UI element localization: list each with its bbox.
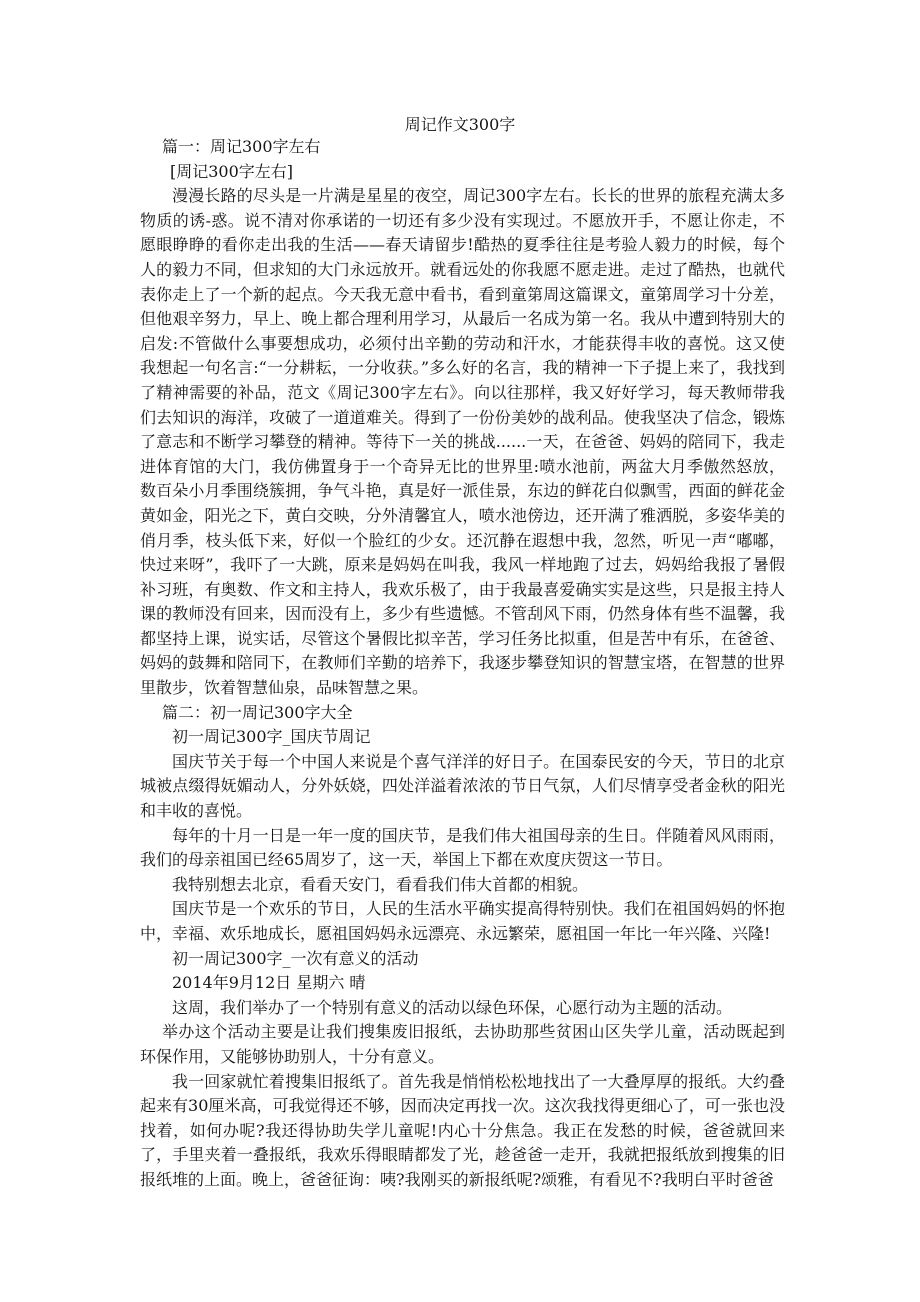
section2-paragraph-4: 国庆节是一个欢乐的节日，人民的生活水平确实提高得特别快。我们在祖国妈妈的怀抱中，幸福、欢乐地成长，愿祖国妈妈永远漂亮、永远繁荣，愿祖国一年比一年兴隆、兴隆! (140, 899, 785, 943)
section2-paragraph-1: 国庆节关于每一个中国人来说是个喜气洋洋的好日子。在国泰民安的今天，节日的北京城被点缀得妩媚动人，分外妖娆，四处洋溢着浓浓的节日气氛，人们尽情享受者金秋的阳光和丰收的喜悦。 (140, 751, 785, 821)
document-title: 周记作文300字 (404, 115, 516, 134)
section1-heading: 篇一：周记300字左右 (162, 137, 321, 156)
section2-paragraph-7: 我一回家就忙着搜集旧报纸了。首先我是悄悄松松地找出了一大叠厚厚的报纸。大约叠起来有30厘米高，可我觉得还不够，因而决定再找一次。这次我找得更细心了，可一张也没找着，如何办呢?我还得协助失学儿童呢!内心十分焦急。我正在发愁的时候，爸爸就回来了，手里夹着一叠报纸，我欢乐得眼睛都发了光，趁爸爸一走开，我就把报纸放到搜集的旧报纸堆的上面。晚上，爸爸征询：咦?我刚买的新报纸呢?颂雅，有看见不?我明白平时爸爸 (140, 1071, 785, 1189)
section2-heading: 篇二：初一周记300字大全 (162, 702, 353, 722)
section2-paragraph-2: 每年的十月一日是一年一度的国庆节，是我们伟大祖国母亲的生日。伴随着风风雨雨，我们的母亲祖国已经65周岁了，这一天，举国上下都在欢度庆贺这一节日。 (140, 825, 785, 870)
document-body (140, 135, 785, 1193)
section2-paragraph-5: 这周，我们举办了一个特别有意义的活动以绿色环保，心愿行动为主题的活动。 (172, 997, 733, 1017)
section2-paragraph-6: 举办这个活动主要是让我们搜集废旧报纸，去协助那些贫困山区失学儿童，活动既起到环保作用，又能够协助别人，十分有意义。 (140, 1022, 785, 1066)
section1-paragraph: 漫漫长路的尽头是一片满是星星的夜空，周记300字左右。长长的世界的旅程充满太多物质的诱-惑。说不清对你承诺的一切还有多少没有实现过。不愿放开手，不愿让你走，不愿眼睁睁的看你走出我的生活——春天请留步!酷热的夏季往往是考验人毅力的时候，每个人的毅力不同，但求知的大门永远放开。就看远处的你我愿不愿走进。走过了酷热，也就代表你走上了一个新的起点。今天我无意中看书，看到童第周这篇课文，童第周学习十分差，但他艰辛努力，早上、晚上都合理利用学习，从最后一名成为第一名。我从中遭到特别大的启发:不管做什么事要想成功，必须付出辛勤的劳动和汗水，才能获得丰收的喜悦。这又使我想起一句名言:“一分耕耘，一分收获。”多么好的名言，我的精神一下子提上来了，我找到了精神需要的补品，范文《周记300字左右》。向以往那样，我又好好学习，每天教师带我们去知识的海洋，攻破了一道道难关。得到了一份份美妙的战利品。使我坚决了信念，锻炼了意志和不断学习攀登的精神。等待下一关的挑战......一天，在爸爸、妈妈的陪同下，我走进体育馆的大门，我仿佛置身于一个奇异无比的世界里:喷水池前，两盆大月季傲然怒放，数百朵小月季围绕簇拥，争气斗艳，真是好一派佳景，东边的鲜花白似飘雪，西面的鲜花金黄如金，阳光之下，黄白交映，分外清馨宜人，喷水池傍边，还开满了雅洒脱，多姿华美的俏月季，枝头低下来，好似一个脸红的少女。还沉静在遐想中我，忽然，听见一声“嘟嘟，快过来呀”，我吓了一大跳，原来是妈妈在叫我，我风一样地跑了过去，妈妈给我报了暑假补习班，有奥数、作文和主持人，我欢乐极了，由于我最喜爱确实实是这些，只是报主持人课的教师没有回来，因而没有上，多少有些遗憾。不管刮风下雨，仍然身体有些不温馨，我都坚持上课，说实话，尽管这个暑假比拟辛苦，学习任务比拟重，但是苦中有乐，在爸爸、妈妈的鼓舞和陪同下，在教师们辛勤的培养下，我逐步攀登知识的智慧宝塔，在智慧的世界里散步，饮着智慧仙泉，品味智慧之果。 (140, 186, 785, 698)
section2-date-line: 2014年9月12日 星期六 晴 (172, 973, 366, 993)
section2-subheading-national-day: 初一周记300字_国庆节周记 (172, 727, 371, 747)
section1-subheading: [周记300字左右] (170, 161, 294, 181)
section2-paragraph-3: 我特别想去北京，看看天安门，看看我们伟大首都的相貌。 (172, 874, 589, 894)
section2-subheading-activity: 初一周记300字_一次有意义的活动 (172, 948, 419, 968)
